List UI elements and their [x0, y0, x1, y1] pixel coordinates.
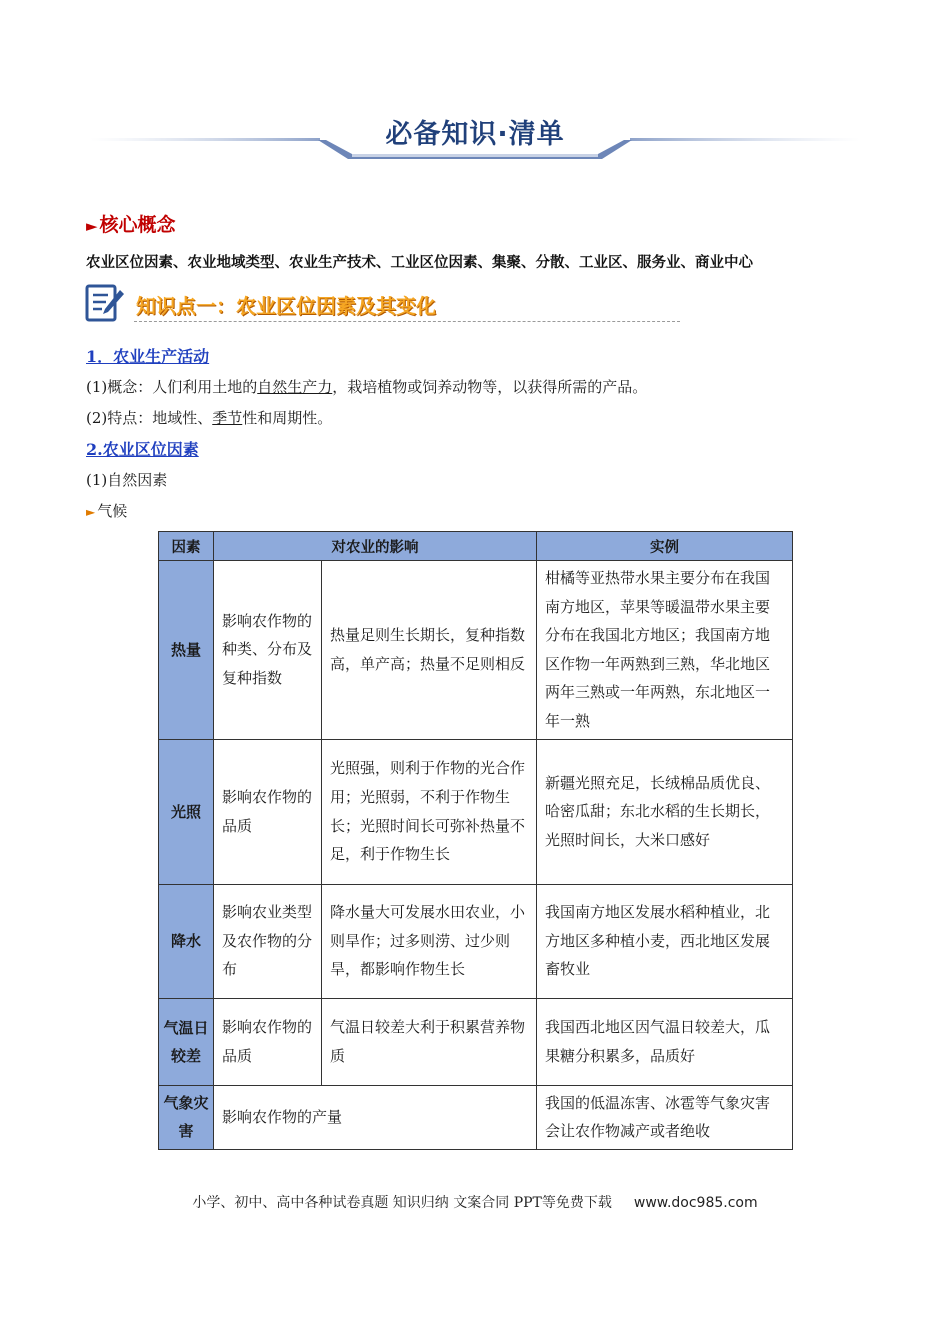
triangle-bullet-icon: ► [86, 505, 96, 519]
header-factor: 因素 [159, 532, 214, 561]
concept-paragraph: (1)概念：人们利用土地的自然生产力，栽培植物或饲养动物等，以获得所需的产品。 [86, 378, 648, 396]
notepad-pencil-icon [84, 282, 126, 324]
example-cell: 我国西北地区因气温日较差大，瓜果糖分积累多，品质好 [537, 998, 793, 1085]
factor-cell: 气象灾害 [159, 1085, 214, 1149]
header-example: 实例 [537, 532, 793, 561]
underlined-term: 季节 [212, 409, 243, 427]
table-row [159, 884, 793, 998]
natural-factors-label: (1)自然因素 [86, 471, 168, 489]
detail-cell: 热量足则生长期长，复种指数高，单产高；热量不足则相反 [322, 561, 537, 740]
table-row [159, 561, 793, 740]
knowledge-point-title: 知识点一：农业区位因素及其变化 [136, 294, 436, 318]
core-concepts-list: 农业区位因素、农业地域类型、农业生产技术、工业区位因素、集聚、分散、工业区、服务业、商业中心 [86, 255, 753, 271]
table-row [159, 739, 793, 884]
header-impact: 对农业的影响 [214, 532, 537, 561]
detail-cell: 气温日较差大利于积累营养物质 [322, 998, 537, 1085]
impact-cell: 影响农作物的产量 [214, 1085, 537, 1149]
section-heading-location-factors: 2.农业区位因素 [86, 440, 199, 459]
detail-cell: 降水量大可发展水田农业，小则旱作；过多则涝、过少则旱，都影响作物生长 [322, 884, 537, 998]
table-row [159, 1085, 793, 1149]
footer-url[interactable]: www.doc985.com [633, 1195, 758, 1211]
impact-cell: 影响农作物的种类、分布及复种指数 [214, 561, 322, 740]
example-cell: 我国南方地区发展水稻种植业，北方地区多种植小麦，西北地区发展畜牧业 [537, 884, 793, 998]
example-cell: 我国的低温冻害、冰雹等气象灾害会让农作物减产或者绝收 [537, 1085, 793, 1149]
page-banner-title: 必备知识·清单 [385, 119, 565, 150]
section-heading-farming-activity: 1．农业生产活动 [86, 347, 210, 366]
factor-cell: 降水 [159, 884, 214, 998]
example-cell: 新疆光照充足，长绒棉品质优良、哈密瓜甜；东北水稻的生长期长，光照时间长，大米口感好 [537, 739, 793, 884]
factor-cell: 光照 [159, 739, 214, 884]
climate-bullet: ► 气候 [86, 502, 128, 520]
detail-cell: 光照强，则利于作物的光合作用；光照弱，不利于作物生长；光照时间长可弥补热量不足，利于作物生长 [322, 739, 537, 884]
table-header-row [159, 532, 793, 561]
knowledge-point-header [84, 282, 684, 328]
footer-text: 小学、初中、高中各种试卷真题 知识归纳 文案合同 PPT等免费下载 [192, 1195, 612, 1211]
factor-cell: 热量 [159, 561, 214, 740]
impact-cell: 影响农业类型及农作物的分布 [214, 884, 322, 998]
dashed-divider [134, 321, 680, 322]
climate-factors-table [158, 531, 793, 1150]
table-row [159, 998, 793, 1085]
example-cell: 柑橘等亚热带水果主要分布在我国南方地区，苹果等暖温带水果主要分布在我国北方地区；我国南方地区作物一年两熟到三熟，华北地区两年三熟或一年两熟，东北地区一年一熟 [537, 561, 793, 740]
feature-paragraph: (2)特点：地域性、季节性和周期性。 [86, 409, 333, 427]
impact-cell: 影响农作物的品质 [214, 739, 322, 884]
triangle-bullet-icon: ► [86, 217, 98, 235]
underlined-term: 自然生产力 [257, 378, 333, 396]
core-concepts-heading: ► 核心概念 [86, 214, 176, 236]
page-footer [0, 1192, 950, 1212]
factor-cell: 气温日较差 [159, 998, 214, 1085]
impact-cell: 影响农作物的品质 [214, 998, 322, 1085]
